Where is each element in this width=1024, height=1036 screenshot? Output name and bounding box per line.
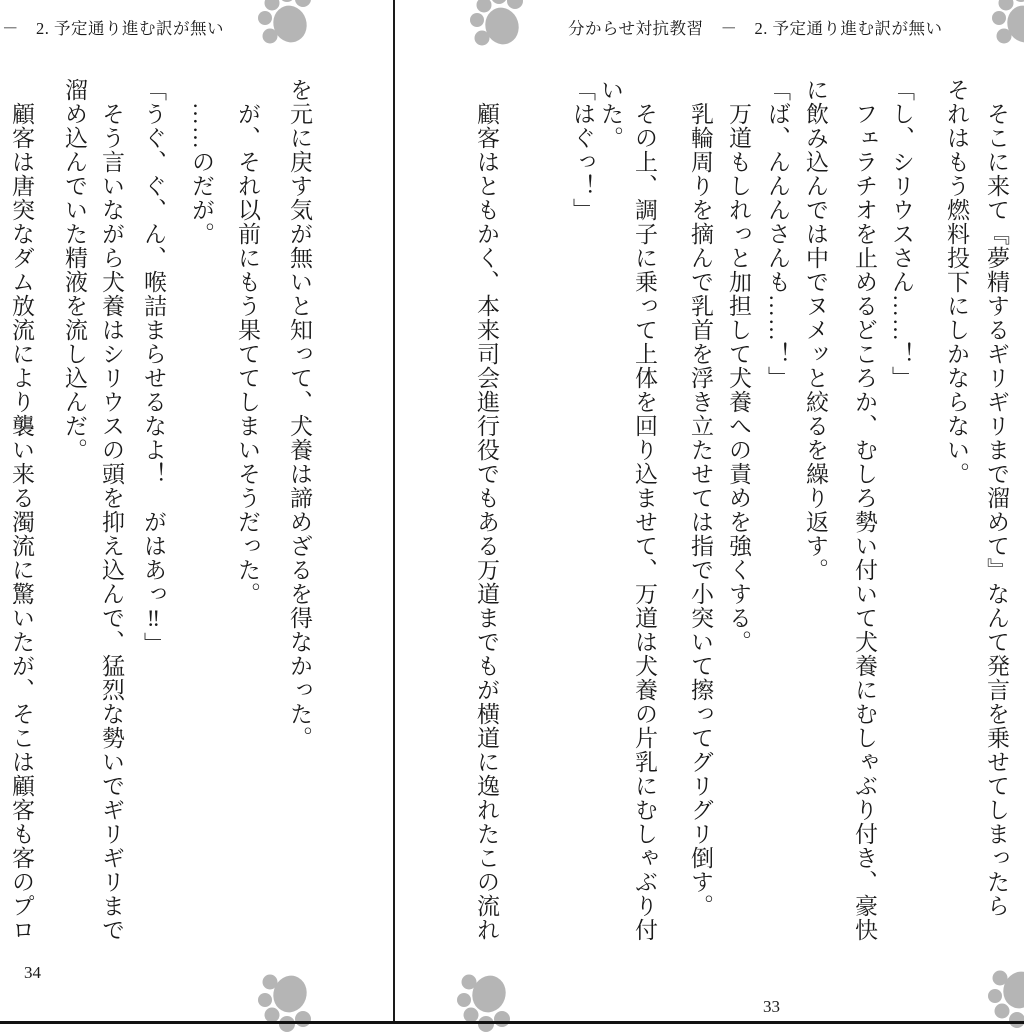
text-column: 「し、シリウスさん……！」 <box>889 78 914 390</box>
text-column: その上、調子に乗って上体を回り込ませて、万道は犬養の片乳にむしゃぶり付 <box>632 78 657 942</box>
text-column: 顧客は唐突なダム放流により襲い来る濁流に驚いたが、そこは顧客も客のプロ <box>9 78 34 942</box>
page-number-left: 34 <box>24 963 41 982</box>
text-column: 溜め込んでいた精液を流し込んだ。 <box>62 78 87 462</box>
text-column: いた。 <box>598 78 623 150</box>
paw-print-icon <box>258 0 311 47</box>
text-column: を元に戻す気が無いと知って、犬養は諦めざるを得なかった。 <box>287 78 312 750</box>
text-column: 乳輪周りを摘んで乳首を浮き立たせては指で小突いて擦ってグリグリ倒す。 <box>688 78 713 918</box>
text-column: 顧客はともかく、本来司会進行役でもある万道までもが横道に逸れたこの流れ <box>474 78 499 942</box>
text-column: ……のだが。 <box>189 78 214 246</box>
right-page-header: 分からせ対抗教習 － 2. 予定通り進む訳が無い <box>568 19 943 38</box>
text-column: 万道もしれっと加担して犬養への責めを強くする。 <box>726 78 751 654</box>
text-column: に飲み込んでは中でヌメッと絞るを繰り返す。 <box>803 78 828 582</box>
left-page-header: － 2. 予定通り進む訳が無い <box>2 19 224 38</box>
text-column: 「うぐ、ぐ、ん、喉詰まらせるなよ！ がはあっ‼」 <box>141 78 166 656</box>
paw-print-icon <box>470 0 523 49</box>
text-column: 「はぐっ！」 <box>570 78 595 222</box>
page-number-right: 33 <box>763 997 780 1016</box>
text-column: そこに来て『夢精するギリギリまで溜めて』なんて発言を乗せてしまったら <box>984 78 1009 918</box>
paw-print-icon <box>988 967 1024 1028</box>
page-right[interactable] <box>395 0 1024 1021</box>
paw-print-icon <box>992 0 1024 47</box>
text-column: フェラチオを止めるどころか、むしろ勢い付いて犬養にむしゃぶり付き、豪快 <box>852 78 877 942</box>
text-column: そう言いながら犬養はシリウスの頭を抑え込んで、猛烈な勢いでギリギリまで <box>99 78 124 942</box>
page-left[interactable] <box>0 0 393 1021</box>
text-column: が、それ以前にもう果ててしまいそうだった。 <box>235 78 260 606</box>
text-column: 「ば、んんんさんも……！」 <box>765 78 790 390</box>
text-column: それはもう燃料投下にしかならない。 <box>944 78 969 486</box>
